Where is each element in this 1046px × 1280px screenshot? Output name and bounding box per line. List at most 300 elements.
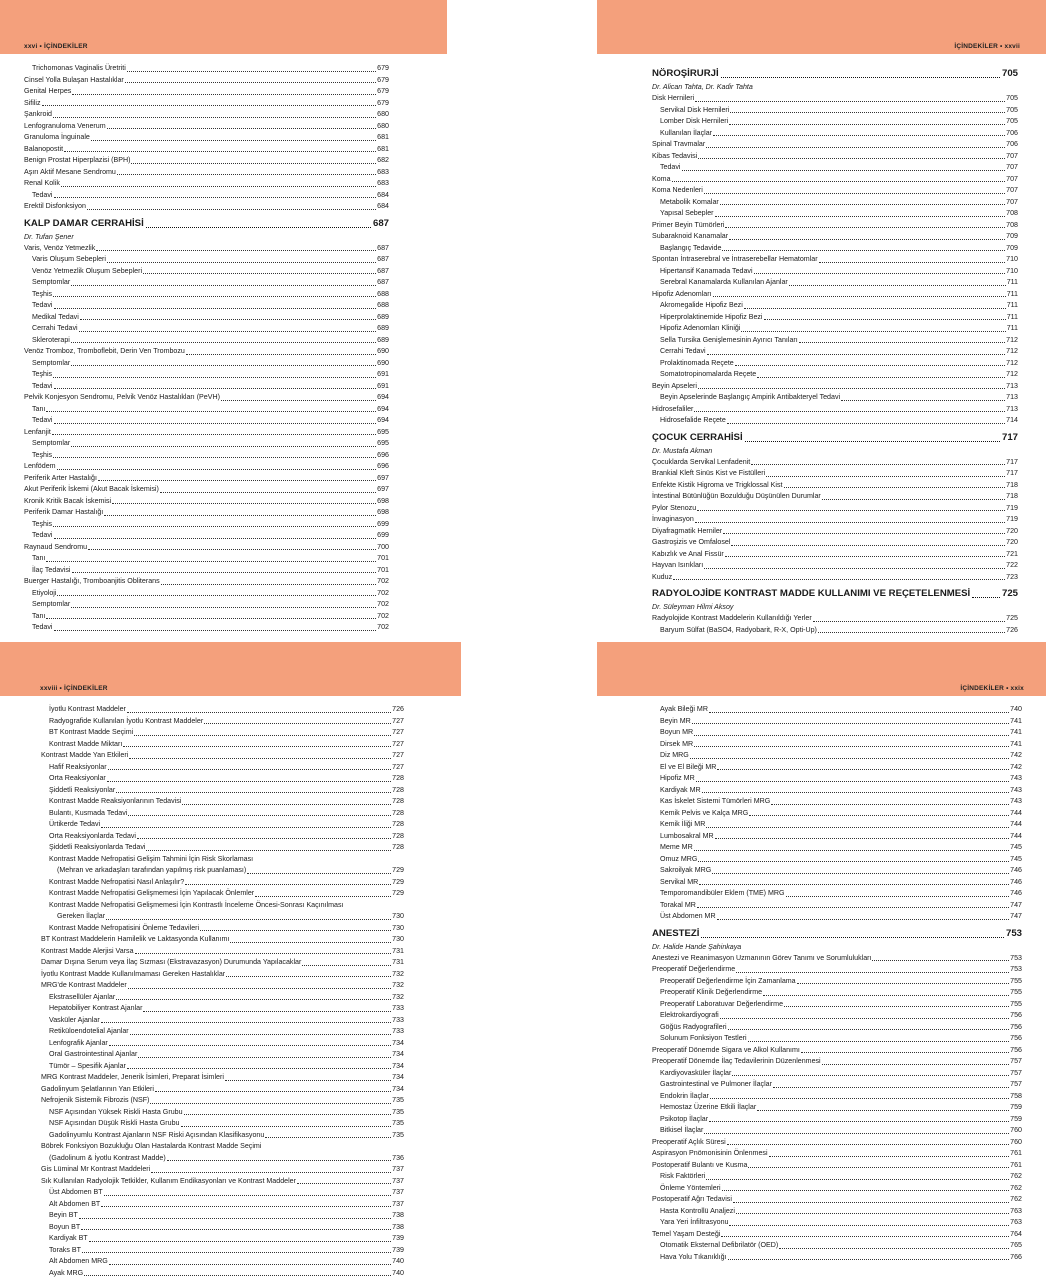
toc-entry — [24, 450, 389, 462]
dot-leader — [707, 354, 1006, 355]
dot-leader — [704, 193, 1005, 194]
toc-entry — [652, 1068, 1022, 1080]
toc-entry-title: Göğüs Radyografileri — [660, 1022, 727, 1031]
toc-entry — [652, 208, 1018, 220]
dot-leader — [725, 227, 1005, 228]
dot-leader — [673, 579, 1005, 580]
toc-entry — [24, 201, 389, 213]
toc-entry — [652, 335, 1018, 347]
toc-entry — [652, 1171, 1022, 1183]
dot-leader — [88, 549, 376, 550]
toc-page-number: 727 — [392, 716, 404, 725]
dot-leader — [52, 434, 376, 435]
toc-page-number: 747 — [1010, 912, 1022, 920]
toc-entry — [41, 808, 404, 820]
toc-entry — [652, 1091, 1022, 1103]
toc-entry — [24, 473, 389, 485]
dot-leader — [763, 995, 1009, 996]
toc-entry-title: Şiddetli Reaksiyonlar — [49, 785, 116, 794]
section-page-number: 725 — [1001, 588, 1018, 599]
toc-entry — [652, 503, 1018, 515]
dot-leader — [695, 522, 1005, 523]
toc-page-number: 710 — [1006, 266, 1018, 275]
toc-entry — [24, 98, 389, 110]
toc-entry-title: Orta Reaksiyonlar — [49, 774, 106, 782]
toc-entry-title: Beyin MR — [660, 716, 691, 725]
toc-entry — [41, 1233, 404, 1245]
section-title: ANESTEZİ — [652, 927, 700, 939]
dot-leader — [729, 124, 1005, 125]
dot-leader — [872, 960, 1009, 961]
toc-page-number: 717 — [1006, 457, 1018, 466]
dot-leader — [54, 630, 377, 631]
dot-leader — [72, 572, 377, 573]
toc-entry-title: Serebral Kanamalarda Kullanılan Ajanlar — [660, 278, 788, 286]
dot-leader — [184, 1114, 392, 1115]
toc-page-number: 687 — [377, 278, 389, 286]
section-title-row — [24, 216, 389, 232]
toc-entry — [24, 622, 389, 634]
dot-leader — [71, 285, 376, 286]
dot-leader — [722, 250, 1005, 251]
toc-entry-title: Önleme Yöntemleri — [660, 1183, 721, 1192]
toc-entry-title: Beyin Apselerinde Başlangıç Ampirik Antibakteryel Tedavi — [660, 393, 841, 401]
toc-entry-title: Kardiyak BT — [49, 1234, 88, 1242]
toc-entry — [652, 1194, 1022, 1206]
dot-leader — [732, 1075, 1009, 1076]
toc-entry-title: Hafif Reaksiyonlar — [49, 762, 107, 771]
toc-entry-title: Alt Abdomen MRG — [49, 1257, 108, 1265]
toc-entry — [652, 128, 1018, 140]
toc-page-number: 708 — [1006, 209, 1018, 217]
dot-leader — [79, 331, 377, 332]
toc-entry-title: Temel Yaşam Desteği — [652, 1229, 721, 1238]
toc-entry — [652, 312, 1018, 324]
section-title: RADYOLOJİDE KONTRAST MADDE KULLANIMI VE REÇETELENMESİ — [652, 588, 971, 599]
toc-page-number: 711 — [1006, 278, 1018, 286]
toc-page-number: 746 — [1010, 866, 1022, 874]
toc-entry-title: Lumbosakral MR — [660, 831, 714, 840]
toc-page-number: 727 — [392, 751, 404, 759]
toc-page-number: 709 — [1006, 243, 1018, 252]
toc-entry — [652, 369, 1018, 381]
toc-entry-title: Otomatik Eksternal Defibrilatör (OED) — [660, 1241, 779, 1249]
toc-entry — [41, 877, 404, 889]
toc-entry-title: Kibas Tedavisi — [652, 151, 698, 160]
toc-page-number: 732 — [392, 992, 404, 1001]
dot-leader — [713, 296, 1006, 297]
toc-entry — [41, 1084, 404, 1096]
toc-page-number: 726 — [1006, 625, 1018, 634]
toc-entry — [652, 1125, 1022, 1137]
toc-page-number: 766 — [1010, 1252, 1022, 1261]
toc-entry — [652, 762, 1022, 774]
dot-leader — [127, 712, 391, 713]
dot-leader — [72, 94, 376, 95]
toc-page-number: 735 — [392, 1096, 404, 1104]
toc-entry — [24, 427, 389, 439]
toc-entry-title: Solunum Fonksiyon Testleri — [660, 1034, 747, 1042]
toc-entry — [24, 312, 389, 324]
section-author: Dr. Mustafa Akman — [652, 446, 713, 455]
dot-leader — [71, 607, 376, 608]
toc-page-number: 738 — [392, 1222, 404, 1231]
toc-page-number: 755 — [1010, 999, 1022, 1008]
toc-page-number: 713 — [1006, 381, 1018, 390]
toc-entry — [652, 796, 1022, 808]
section-title-row — [652, 586, 1018, 602]
toc-page-number: 729 — [392, 889, 404, 897]
toc-page-3 — [41, 704, 404, 1279]
dot-leader — [200, 930, 391, 931]
toc-entry — [652, 300, 1018, 312]
toc-entry-title: Üst Abdomen BT — [49, 1188, 103, 1196]
toc-entry-title: Periferik Arter Hastalığı — [24, 473, 97, 482]
toc-page-number: 742 — [1010, 751, 1022, 759]
section-author: Dr. Alican Tahta, Dr. Kadir Tahta — [652, 83, 753, 91]
dot-leader — [54, 538, 377, 539]
toc-page-number: 760 — [1010, 1137, 1022, 1146]
toc-page-number: 727 — [392, 762, 404, 771]
dot-leader — [53, 296, 376, 297]
toc-entry — [652, 560, 1018, 572]
toc-page-number: 707 — [1006, 186, 1018, 194]
toc-entry — [41, 773, 404, 785]
toc-entry-title: (Gadolinum & İyotlu Kontrast Madde) — [49, 1153, 166, 1162]
toc-entry-title: Dirsek MR — [660, 739, 694, 748]
toc-entry-title: Lomber Disk Hernileri — [660, 117, 729, 125]
dot-leader — [727, 423, 1005, 424]
dot-leader — [104, 515, 376, 516]
toc-page-number: 681 — [377, 144, 389, 153]
toc-entry-title: Damar Dışına Serum veya İlaç Sızması (Ekstravazasyon) Durumunda Yapılacaklar — [41, 958, 302, 966]
toc-entry-title: Gereken İlaçlar — [57, 912, 106, 920]
toc-page-number: 687 — [377, 255, 389, 263]
dot-leader — [699, 884, 1009, 885]
dot-leader — [106, 919, 391, 920]
toc-page-number: 679 — [377, 64, 389, 72]
toc-page-number: 706 — [1006, 128, 1018, 137]
toc-entry-title: Boyun MR — [660, 728, 694, 736]
dot-leader — [784, 487, 1006, 488]
toc-page-number: 762 — [1010, 1172, 1022, 1180]
toc-entry-title: Ayak Bileği MR — [660, 705, 708, 713]
section-author: Dr. Tufan Şener — [24, 232, 74, 241]
dot-leader — [735, 365, 1005, 366]
toc-entry-title: Hiperprolaktinemide Hipofiz Bezi — [660, 312, 763, 321]
toc-entry — [24, 190, 389, 202]
dot-leader — [736, 972, 1009, 973]
toc-entry — [24, 553, 389, 565]
toc-page-number: 679 — [377, 75, 389, 84]
dot-leader — [96, 250, 376, 251]
toc-page-number: 731 — [392, 958, 404, 966]
toc-entry-title: Cinsel Yolla Bulaşan Hastalıklar — [24, 75, 124, 84]
toc-entry — [652, 900, 1022, 912]
dot-leader — [697, 510, 1005, 511]
toc-entry-title: Hipofiz MR — [660, 774, 695, 782]
toc-page-number: 737 — [392, 1176, 404, 1185]
toc-page-number: 744 — [1010, 808, 1022, 817]
toc-entry — [41, 1222, 404, 1234]
toc-page-number: 689 — [377, 312, 389, 321]
toc-entry — [652, 266, 1018, 278]
dot-leader — [741, 331, 1005, 332]
header-band-page-1 — [0, 0, 447, 54]
dot-leader — [135, 953, 392, 954]
toc-entry-title: Tedavi — [660, 163, 681, 171]
toc-entry-title: Teşhis — [32, 450, 53, 459]
toc-entry-title: Prolaktinomada Reçete — [660, 358, 734, 367]
toc-entry-title: Teşhis — [32, 370, 53, 378]
toc-page-number: 707 — [1006, 197, 1018, 206]
toc-entry-title: Hasta Kontrollü Analjezi — [660, 1206, 735, 1215]
section-page-number: 753 — [1005, 927, 1022, 939]
toc-entry — [24, 121, 389, 133]
dot-leader — [123, 746, 391, 747]
toc-entry-title: Etiyoloji — [32, 588, 57, 597]
dot-leader — [101, 1022, 391, 1023]
toc-entry — [24, 178, 389, 190]
toc-entry-title: Preoperatif Açlık Süresi — [652, 1137, 726, 1146]
toc-entry — [24, 530, 389, 542]
dot-leader — [728, 1259, 1010, 1260]
dot-leader — [84, 1275, 391, 1276]
toc-entry — [24, 323, 389, 335]
dot-leader — [704, 568, 1005, 569]
toc-entry — [652, 415, 1018, 427]
dot-leader — [682, 170, 1006, 171]
dot-leader — [161, 584, 377, 585]
dot-leader — [127, 71, 376, 72]
toc-entry — [41, 1141, 404, 1153]
toc-page-number: 702 — [377, 577, 389, 585]
toc-entry — [41, 900, 404, 912]
toc-entry — [652, 93, 1018, 105]
dot-leader — [727, 1144, 1009, 1145]
toc-entry — [24, 542, 389, 554]
toc-entry-title: Tümör – Spesifik Ajanlar — [49, 1061, 126, 1070]
toc-page-number: 702 — [377, 611, 389, 620]
dot-leader — [701, 937, 1004, 938]
toc-entry-title: Toraks BT — [49, 1245, 81, 1254]
toc-entry — [652, 625, 1018, 637]
toc-entry-title: Hidrosefalide Reçete — [660, 416, 726, 424]
toc-entry — [24, 576, 389, 588]
dot-leader — [89, 1241, 392, 1242]
toc-page-number: 728 — [392, 774, 404, 782]
toc-page-number: 757 — [1010, 1080, 1022, 1088]
toc-entry-title: Preoperatif Değerlendirme İçin Zamanlama — [660, 976, 796, 985]
toc-page-number: 721 — [1006, 549, 1018, 558]
toc-entry-title: Meme MR — [660, 843, 693, 851]
toc-page-number: 705 — [1006, 94, 1018, 102]
dot-leader — [698, 388, 1005, 389]
dot-leader — [46, 561, 376, 562]
toc-entry-title: Teşhis — [32, 519, 53, 528]
toc-entry-title: Bulantı, Kusmada Tedavi — [49, 808, 128, 817]
toc-entry — [41, 1038, 404, 1050]
toc-entry — [652, 888, 1022, 900]
toc-page-number: 744 — [1010, 820, 1022, 828]
dot-leader — [46, 618, 376, 619]
dot-leader — [54, 388, 377, 389]
toc-entry-title: İlaç Tedavisi — [32, 565, 71, 574]
toc-page-number: 762 — [1010, 1183, 1022, 1192]
toc-page-number: 745 — [1010, 854, 1022, 863]
toc-page-number: 762 — [1010, 1195, 1022, 1203]
toc-entry — [652, 480, 1018, 492]
toc-entry-title: Kardiyovasküler İlaçlar — [660, 1068, 732, 1077]
dot-leader — [53, 117, 376, 118]
toc-entry — [652, 457, 1018, 469]
toc-entry — [24, 507, 389, 519]
toc-entry — [41, 888, 404, 900]
toc-entry — [652, 392, 1018, 404]
toc-entry-title: Lenfogranuloma Venerum — [24, 121, 106, 130]
toc-entry — [652, 197, 1018, 209]
toc-entry-title: MRG'de Kontrast Maddeler — [41, 981, 127, 989]
toc-page-number: 737 — [392, 1188, 404, 1196]
toc-entry — [41, 980, 404, 992]
toc-entry-title: Venöz Tromboz, Tromboflebit, Derin Ven Trombozu — [24, 347, 185, 355]
dot-leader — [751, 464, 1005, 465]
toc-entry-title: Kontrast Madde Nefropatisi Gelişmemesi İçin Yapılacak Önlemler — [49, 889, 255, 897]
toc-entry — [41, 785, 404, 797]
dot-leader — [221, 400, 376, 401]
dot-leader — [225, 1080, 391, 1081]
toc-page-number: 696 — [377, 462, 389, 470]
toc-entry-title: MRG Kontrast Maddeler, Jenerik İsimleri, Preparat İsimleri — [41, 1073, 224, 1081]
toc-entry — [652, 139, 1018, 151]
toc-entry-title: Pylor Stenozu — [652, 503, 697, 512]
toc-entry — [24, 438, 389, 450]
toc-entry — [652, 1033, 1022, 1045]
toc-entry-title: BT Kontrast Maddelerin Hamilelik ve Laktasyonda Kullanımı — [41, 935, 230, 943]
toc-entry — [652, 877, 1022, 889]
dot-leader — [116, 999, 391, 1000]
dot-leader — [46, 411, 376, 412]
toc-entry — [652, 289, 1018, 301]
toc-page-number: 694 — [377, 404, 389, 413]
toc-entry-title: Tanı — [32, 404, 46, 413]
toc-entry — [652, 468, 1018, 480]
toc-entry-title: NSF Açısından Yüksek Riskli Hasta Grubu — [49, 1107, 183, 1116]
toc-entry — [652, 151, 1018, 163]
toc-entry — [652, 162, 1018, 174]
toc-entry-title: İnvaginasyon — [652, 515, 694, 523]
toc-entry-title: Benign Prostat Hiperplazisi (BPH) — [24, 156, 131, 164]
toc-entry — [652, 819, 1022, 831]
dot-leader — [801, 1052, 1009, 1053]
dot-leader — [799, 342, 1005, 343]
toc-entry — [652, 174, 1018, 186]
dot-leader — [725, 556, 1005, 557]
toc-page-number: 727 — [392, 739, 404, 748]
dot-leader — [706, 147, 1005, 148]
toc-entry — [41, 1153, 404, 1165]
toc-entry — [41, 1107, 404, 1119]
toc-entry-title: Servikal Disk Hernileri — [660, 105, 730, 114]
dot-leader — [757, 1110, 1009, 1111]
toc-entry — [24, 266, 389, 278]
toc-entry-title: Semptomlar — [32, 278, 71, 286]
toc-entry — [41, 727, 404, 739]
dot-leader — [230, 942, 391, 943]
dot-leader — [146, 850, 391, 851]
dot-leader — [127, 1068, 391, 1069]
toc-entry-title: Periferik Damar Hastalığı — [24, 508, 104, 516]
dot-leader — [265, 1137, 391, 1138]
toc-entry-title: Şankroid — [24, 110, 52, 118]
toc-entry — [24, 167, 389, 179]
toc-entry — [652, 1183, 1022, 1195]
page-header: xxviii • İÇİNDEKİLER — [40, 685, 108, 692]
section-title-row — [652, 926, 1022, 942]
toc-page-number: 710 — [1006, 255, 1018, 263]
toc-entry-title: Semptomlar — [32, 358, 71, 367]
section-page-number: 705 — [1001, 68, 1018, 79]
toc-page-number: 743 — [1010, 785, 1022, 794]
toc-page-number: 697 — [377, 485, 389, 493]
page-header: xxvi • İÇİNDEKİLER — [24, 43, 88, 50]
toc-entry-title: Preoperatif Dönemde Sigara ve Alkol Kullanımı — [652, 1045, 800, 1054]
toc-page-number: 708 — [1006, 220, 1018, 229]
toc-entry-title: Kontrast Madde Nefropatisini Önleme Tedavileri — [49, 923, 200, 932]
dot-leader — [112, 503, 376, 504]
toc-page-number: 688 — [377, 289, 389, 298]
dot-leader — [137, 838, 391, 839]
toc-entry — [652, 1010, 1022, 1022]
toc-entry — [41, 1199, 404, 1211]
toc-entry-title: Diz MRG — [660, 751, 689, 759]
toc-page-number: 702 — [377, 588, 389, 597]
toc-entry — [24, 611, 389, 623]
dot-leader — [797, 983, 1010, 984]
toc-entry-title: Elektrokardiyografi — [660, 1011, 719, 1019]
toc-entry-title: Akut Periferik İskemi (Akut Bacak İskemisi) — [24, 485, 159, 493]
toc-entry — [24, 588, 389, 600]
toc-entry-title: Sifiliz — [24, 98, 41, 107]
toc-page-number: 755 — [1010, 988, 1022, 996]
toc-entry — [41, 1268, 404, 1280]
toc-entry — [652, 185, 1018, 197]
dot-leader — [748, 1041, 1010, 1042]
toc-page-number: 744 — [1010, 831, 1022, 840]
toc-page-number: 736 — [392, 1153, 404, 1162]
toc-entry-title: Buerger Hastalığı, Tromboanjitis Obliterans — [24, 577, 160, 585]
toc-entry — [24, 565, 389, 577]
dot-leader — [54, 197, 377, 198]
section-title: ÇOCUK CERRAHİSİ — [652, 431, 743, 443]
toc-page-number: 697 — [377, 473, 389, 482]
dot-leader — [779, 1248, 1009, 1249]
toc-entry — [41, 1026, 404, 1038]
dot-leader — [101, 1206, 391, 1207]
toc-page-number: 756 — [1010, 1034, 1022, 1042]
toc-entry — [652, 1022, 1022, 1034]
toc-entry-title: Böbrek Fonksiyon Bozukluğu Olan Hastalarda Kontrast Madde Seçimi — [41, 1142, 262, 1150]
dot-leader — [672, 181, 1006, 182]
toc-entry — [652, 1217, 1022, 1229]
dot-leader — [721, 1236, 1009, 1237]
toc-entry-title: Kardiyak MR — [660, 785, 701, 794]
toc-page-number: 764 — [1010, 1229, 1022, 1238]
dot-leader — [695, 101, 1005, 102]
toc-entry — [652, 220, 1018, 232]
toc-entry — [41, 831, 404, 843]
dot-leader — [143, 273, 376, 274]
